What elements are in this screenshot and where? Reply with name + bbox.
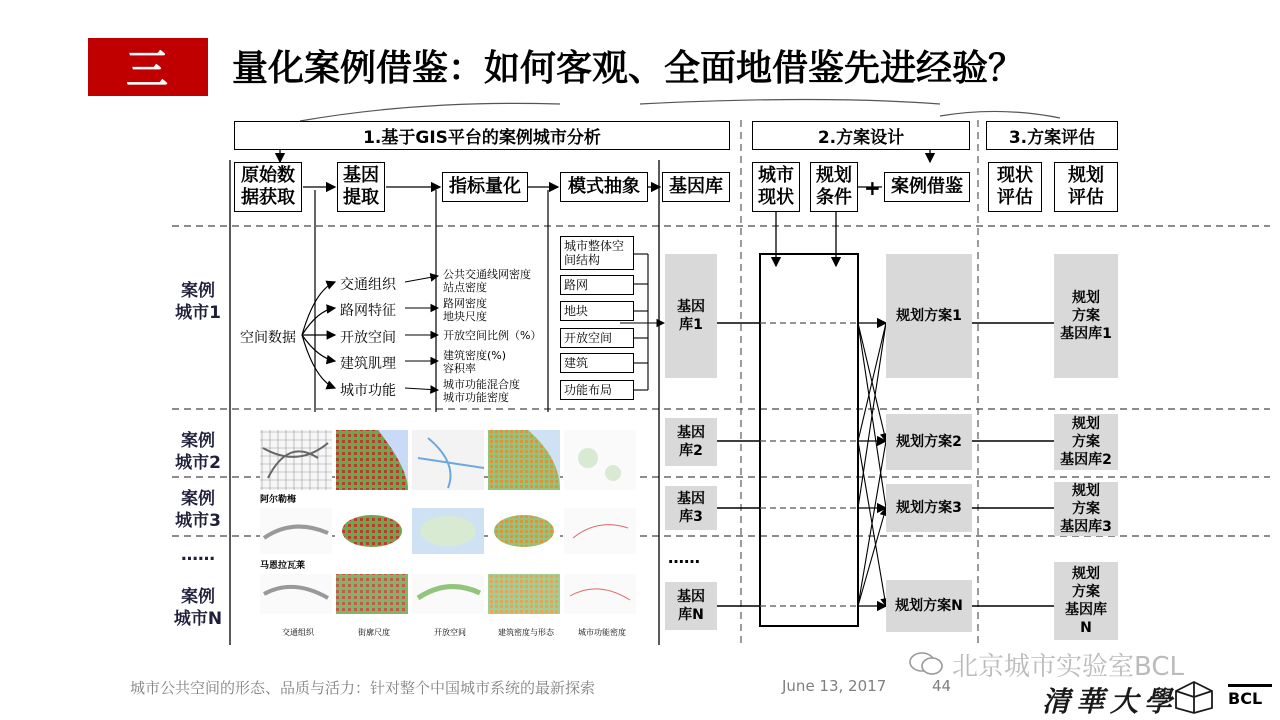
wechat-icon — [908, 650, 944, 676]
case-city-2-label: 案例 城市2 — [175, 431, 221, 473]
footer-text: 城市公共空间的形态、品质与活力：针对整个中国城市系统的最新探索 — [130, 679, 596, 697]
watermark-text: 北京城市实验室BCL — [952, 652, 1185, 682]
step-raw-data: 原始数 据获取 — [234, 162, 302, 212]
mode-open-space: 开放空间 — [560, 328, 634, 348]
mode-spatial-structure: 城市整体空 间结构 — [560, 236, 634, 270]
gene-urban-function: 城市功能 — [340, 383, 396, 399]
gene-library-1: 基因 库1 — [665, 254, 717, 378]
gene-road-network: 路网特征 — [340, 303, 396, 319]
page-title: 量化案例借鉴：如何客观、全面地借鉴先进经验？ — [232, 48, 1025, 89]
plus-sign: + — [864, 176, 881, 200]
mode-road: 路网 — [560, 275, 634, 295]
case-city-n-label: 案例 城市N — [173, 587, 223, 629]
mode-function-layout: 功能布局 — [560, 380, 634, 400]
gene-library-2: 基因 库2 — [665, 418, 717, 466]
indicator-open-space: 开放空间比例（%） — [443, 329, 542, 342]
footer-date: June 13, 2017 — [782, 677, 887, 695]
gene-open-space: 开放空间 — [340, 330, 396, 346]
mode-plot: 地块 — [560, 301, 634, 321]
gene-library-ellipsis: …… — [668, 548, 700, 567]
plan-gene-library-1: 规划 方案 基因库1 — [1054, 254, 1118, 378]
indicator-road: 路网密度 地块尺度 — [443, 297, 487, 323]
city-3-map-name: 阿尔勒梅 — [260, 495, 297, 505]
section-badge: 三 — [88, 38, 208, 96]
map-caption-function-density: 城市功能密度 — [578, 628, 626, 637]
space-data-label: 空间数据 — [240, 330, 296, 346]
phase-2-box: 2.方案设计 — [752, 121, 970, 150]
phase-3-box: 3.方案评估 — [986, 121, 1118, 150]
step-indicator-quantify: 指标量化 — [442, 172, 528, 202]
step-case-reference: 案例借鉴 — [884, 172, 970, 202]
city-n-map-name: 马恩拉瓦莱 — [260, 561, 306, 571]
plan-gene-library-2: 规划 方案 基因库2 — [1054, 414, 1118, 470]
city-2-map-row — [260, 430, 636, 490]
case-city-1-label: 案例 城市1 — [175, 281, 221, 323]
indicator-building: 建筑密度(%) 容积率 — [443, 349, 507, 375]
plan-gene-library-n: 规划 方案 基因库 N — [1054, 562, 1118, 640]
step-plan-evaluation: 规划 评估 — [1054, 162, 1118, 212]
case-city-maps — [258, 428, 638, 628]
gene-library-n: 基因 库N — [665, 582, 717, 630]
map-caption-open-space: 开放空间 — [434, 628, 466, 637]
bcl-logo-text: BCL — [1228, 689, 1263, 708]
plan-2: 规划方案2 — [886, 414, 972, 470]
mode-building: 建筑 — [560, 353, 634, 373]
gene-transport: 交通组织 — [340, 277, 396, 293]
footer-page-number: 44 — [932, 677, 952, 695]
map-caption-block-scale: 街廓尺度 — [358, 628, 390, 637]
plan-1: 规划方案1 — [886, 254, 972, 378]
step-status-evaluation: 现状 评估 — [988, 162, 1042, 212]
plan-3: 规划方案3 — [886, 484, 972, 532]
map-caption-transport: 交通组织 — [282, 628, 314, 637]
gene-library-3: 基因 库3 — [665, 486, 717, 530]
gene-building-texture: 建筑肌理 — [340, 356, 396, 372]
city-n-map-row — [260, 574, 636, 614]
city-3-map-row — [260, 508, 636, 554]
indicator-function: 城市功能混合度 城市功能密度 — [443, 378, 520, 404]
phase-1-box: 1.基于GIS平台的案例城市分析 — [234, 121, 730, 150]
map-caption-building-density: 建筑密度与形态 — [498, 628, 554, 637]
indicator-transit: 公共交通线网密度 站点密度 — [443, 268, 531, 294]
step-planning-conditions: 规划 条件 — [810, 162, 858, 212]
step-gene-extraction: 基因 提取 — [337, 162, 385, 212]
more-cities-ellipsis: …… — [181, 545, 215, 565]
step-city-status: 城市 现状 — [752, 162, 800, 212]
tsinghua-logo: 清華大學 — [1042, 685, 1179, 718]
plan-gene-library-3: 规划 方案 基因库3 — [1054, 482, 1118, 536]
cube-logo-icon — [1172, 680, 1216, 714]
bcl-logo — [1228, 684, 1272, 717]
plan-n: 规划方案N — [886, 580, 972, 632]
case-city-3-label: 案例 城市3 — [175, 489, 221, 531]
step-pattern-abstract: 模式抽象 — [560, 172, 648, 202]
step-gene-library: 基因库 — [662, 172, 730, 202]
